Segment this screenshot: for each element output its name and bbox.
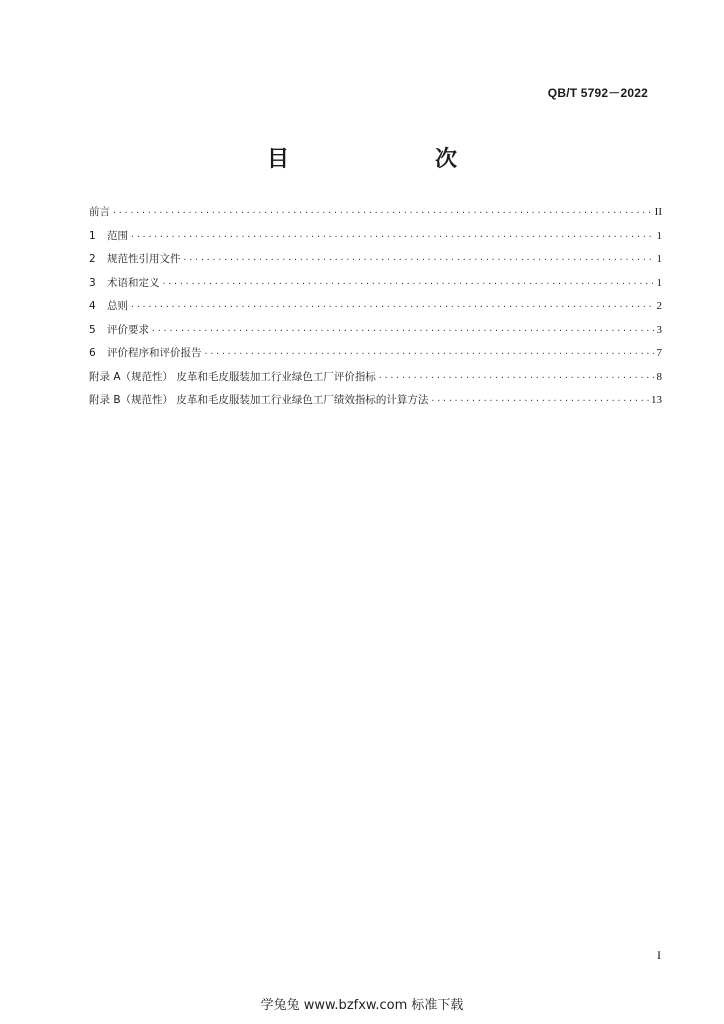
toc-entry-label: 术语和定义 bbox=[107, 276, 160, 289]
toc-entry-number: 2 bbox=[89, 253, 96, 265]
toc-entry-label: 附录 A（规范性） 皮革和毛皮服装加工行业绿色工厂评价指标 bbox=[89, 370, 376, 383]
dot-leader bbox=[151, 326, 655, 335]
toc-entry-normative-references[interactable] bbox=[89, 251, 662, 275]
toc-entry-number: 3 bbox=[89, 276, 96, 289]
table-of-contents bbox=[89, 204, 662, 416]
dot-leader bbox=[183, 255, 655, 264]
toc-entry-number: 1 bbox=[89, 229, 96, 242]
toc-entry-page: 8 bbox=[656, 370, 662, 383]
toc-entry-page: 1 bbox=[656, 229, 662, 242]
toc-entry-page: 7 bbox=[656, 347, 662, 359]
toc-entry-label: 评价要求 bbox=[107, 323, 149, 336]
dot-leader bbox=[162, 279, 655, 288]
toc-entry-page: 1 bbox=[656, 253, 662, 265]
toc-entry-appendix-b[interactable] bbox=[89, 392, 662, 416]
dot-leader bbox=[112, 208, 653, 217]
toc-entry-page: 3 bbox=[656, 323, 662, 336]
toc-entry-evaluation-requirements[interactable] bbox=[89, 322, 662, 346]
dot-leader bbox=[378, 373, 655, 382]
toc-entry-label: 规范性引用文件 bbox=[107, 253, 181, 265]
standard-code: QB/T 5792－2022 bbox=[547, 86, 648, 100]
page-number: I bbox=[657, 948, 661, 962]
toc-entry-number: 5 bbox=[89, 323, 96, 336]
toc-entry-general-principles[interactable] bbox=[89, 298, 662, 322]
toc-entry-label: 附录 B（规范性） 皮革和毛皮服装加工行业绿色工厂绩效指标的计算方法 bbox=[89, 394, 429, 406]
toc-entry-evaluation-procedure[interactable] bbox=[89, 345, 662, 369]
toc-entry-label: 评价程序和评价报告 bbox=[107, 347, 202, 359]
toc-entry-page: II bbox=[654, 206, 662, 218]
toc-entry-number: 6 bbox=[89, 347, 96, 359]
toc-entry-page: 13 bbox=[651, 394, 662, 406]
toc-entry-scope[interactable] bbox=[89, 228, 662, 252]
toc-entry-appendix-a[interactable] bbox=[89, 369, 662, 393]
footer-watermark: 学兔兔 www.bzfxw.com 标准下载 bbox=[260, 998, 464, 1013]
toc-entry-page: 2 bbox=[656, 300, 662, 312]
dot-leader bbox=[130, 302, 655, 311]
dot-leader bbox=[430, 396, 649, 405]
dot-leader bbox=[130, 232, 655, 241]
toc-entry-terms-definitions[interactable] bbox=[89, 275, 662, 299]
dot-leader bbox=[204, 349, 655, 358]
toc-entry-label: 范围 bbox=[107, 229, 128, 242]
toc-entry-label: 总则 bbox=[107, 300, 128, 312]
toc-entry-foreword[interactable] bbox=[89, 204, 662, 228]
toc-title: 目 次 bbox=[266, 147, 491, 172]
toc-entry-page: 1 bbox=[656, 276, 662, 289]
toc-entry-number: 4 bbox=[89, 300, 96, 312]
toc-entry-label: 前言 bbox=[89, 206, 110, 218]
